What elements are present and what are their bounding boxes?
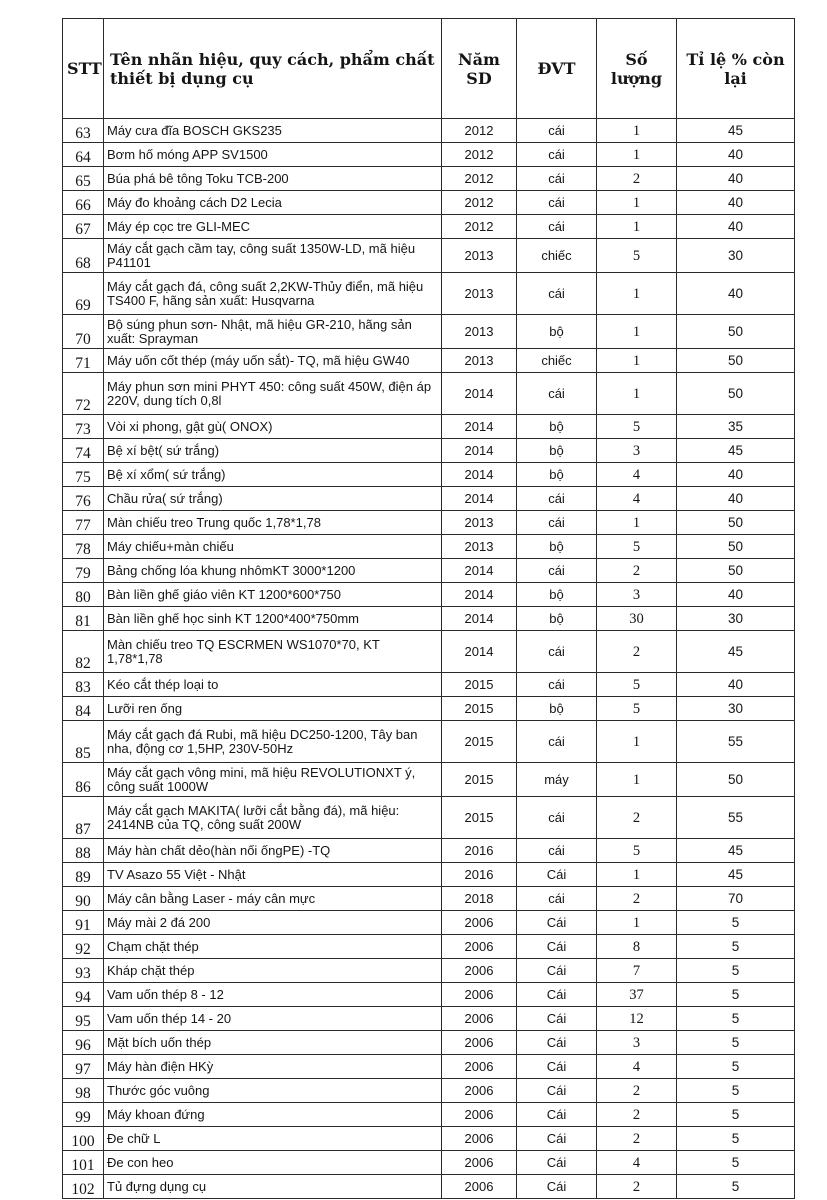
table-row — [63, 1055, 795, 1079]
table-row — [63, 273, 795, 315]
row-qty: 1 — [597, 373, 677, 415]
row-percent: 5 — [677, 1127, 795, 1151]
row-qty: 2 — [597, 1127, 677, 1151]
table-row — [63, 415, 795, 439]
row-percent: 45 — [677, 631, 795, 673]
header-year: Năm SD — [442, 19, 517, 119]
row-name: Thước góc vuông — [104, 1079, 442, 1103]
row-year: 2006 — [442, 1103, 517, 1127]
row-name: Bệ xí xổm( sứ trắng) — [104, 463, 442, 487]
table-row — [63, 487, 795, 511]
row-percent: 50 — [677, 511, 795, 535]
row-qty: 1 — [597, 721, 677, 763]
row-year: 2013 — [442, 511, 517, 535]
row-year: 2012 — [442, 119, 517, 143]
row-percent: 30 — [677, 697, 795, 721]
row-stt: 91 — [63, 911, 104, 935]
row-percent: 40 — [677, 215, 795, 239]
table-row — [63, 1175, 795, 1199]
table-row — [63, 763, 795, 797]
row-year: 2016 — [442, 839, 517, 863]
row-qty: 2 — [597, 559, 677, 583]
row-name: Máy đo khoảng cách D2 Lecia — [104, 191, 442, 215]
row-percent: 45 — [677, 119, 795, 143]
row-name: Màn chiếu treo TQ ESCRMEN WS1070*70, KT 1,78*1,78 — [104, 631, 442, 673]
row-qty: 5 — [597, 239, 677, 273]
row-stt: 69 — [63, 273, 104, 315]
row-percent: 5 — [677, 1031, 795, 1055]
row-stt: 99 — [63, 1103, 104, 1127]
row-year: 2014 — [442, 631, 517, 673]
row-name: Chầu rửa( sứ trắng) — [104, 487, 442, 511]
row-qty: 3 — [597, 1031, 677, 1055]
table-row — [63, 839, 795, 863]
row-name: Máy cắt gạch vông mini, mã hiệu REVOLUTIONXT ý, công suất 1000W — [104, 763, 442, 797]
row-stt: 87 — [63, 797, 104, 839]
row-qty: 4 — [597, 1151, 677, 1175]
row-percent: 55 — [677, 721, 795, 763]
row-percent: 35 — [677, 415, 795, 439]
row-stt: 86 — [63, 763, 104, 797]
row-unit: Cái — [517, 863, 597, 887]
row-unit: Cái — [517, 1103, 597, 1127]
row-stt: 85 — [63, 721, 104, 763]
table-row — [63, 349, 795, 373]
row-name: Bàn liền ghế giáo viên KT 1200*600*750 — [104, 583, 442, 607]
row-qty: 2 — [597, 631, 677, 673]
row-stt: 75 — [63, 463, 104, 487]
row-qty: 2 — [597, 1175, 677, 1199]
row-percent: 40 — [677, 167, 795, 191]
table-row — [63, 863, 795, 887]
row-unit: Cái — [517, 935, 597, 959]
header-name: Tên nhãn hiệu, quy cách, phẩm chất thiết bị dụng cụ — [104, 19, 442, 119]
row-stt: 71 — [63, 349, 104, 373]
row-stt: 101 — [63, 1151, 104, 1175]
row-unit: cái — [517, 559, 597, 583]
row-percent: 50 — [677, 763, 795, 797]
row-stt: 80 — [63, 583, 104, 607]
row-percent: 5 — [677, 1151, 795, 1175]
header-qty: Số lượng — [597, 19, 677, 119]
row-qty: 1 — [597, 911, 677, 935]
row-qty: 30 — [597, 607, 677, 631]
row-percent: 5 — [677, 1175, 795, 1199]
row-year: 2006 — [442, 1175, 517, 1199]
row-qty: 3 — [597, 439, 677, 463]
row-unit: cái — [517, 167, 597, 191]
row-name: Máy cắt gạch MAKITA( lưỡi cắt bằng đá), mã hiệu: 2414NB của TQ, công suất 200W — [104, 797, 442, 839]
row-percent: 30 — [677, 239, 795, 273]
row-stt: 78 — [63, 535, 104, 559]
row-unit: cái — [517, 215, 597, 239]
row-name: TV Asazo 55 Việt - Nhật — [104, 863, 442, 887]
table-row — [63, 911, 795, 935]
row-year: 2013 — [442, 239, 517, 273]
row-unit: cái — [517, 373, 597, 415]
row-unit: bộ — [517, 439, 597, 463]
row-stt: 94 — [63, 983, 104, 1007]
row-year: 2014 — [442, 415, 517, 439]
row-year: 2012 — [442, 167, 517, 191]
row-stt: 84 — [63, 697, 104, 721]
row-unit: máy — [517, 763, 597, 797]
row-unit: cái — [517, 721, 597, 763]
row-unit: cái — [517, 673, 597, 697]
row-stt: 90 — [63, 887, 104, 911]
row-qty: 1 — [597, 315, 677, 349]
row-year: 2006 — [442, 1031, 517, 1055]
row-percent: 45 — [677, 863, 795, 887]
row-qty: 4 — [597, 1055, 677, 1079]
row-unit: Cái — [517, 1175, 597, 1199]
row-stt: 70 — [63, 315, 104, 349]
row-qty: 8 — [597, 935, 677, 959]
row-unit: cái — [517, 119, 597, 143]
row-year: 2014 — [442, 373, 517, 415]
row-unit: cái — [517, 631, 597, 673]
row-year: 2014 — [442, 583, 517, 607]
row-name: Kéo cắt thép loại to — [104, 673, 442, 697]
row-unit: bộ — [517, 315, 597, 349]
row-stt: 74 — [63, 439, 104, 463]
row-qty: 2 — [597, 1079, 677, 1103]
row-unit: Cái — [517, 1055, 597, 1079]
table-row — [63, 887, 795, 911]
row-unit: cái — [517, 487, 597, 511]
row-name: Lưỡi ren ống — [104, 697, 442, 721]
table-row — [63, 959, 795, 983]
row-name: Máy cắt gạch đá, công suất 2,2KW-Thủy điển, mã hiệu TS400 F, hãng sản xuất: Husqvarna — [104, 273, 442, 315]
row-stt: 98 — [63, 1079, 104, 1103]
row-qty: 1 — [597, 215, 677, 239]
row-unit: cái — [517, 191, 597, 215]
table-row — [63, 1151, 795, 1175]
row-unit: bộ — [517, 583, 597, 607]
row-percent: 45 — [677, 439, 795, 463]
row-year: 2006 — [442, 1079, 517, 1103]
row-year: 2013 — [442, 273, 517, 315]
row-year: 2015 — [442, 797, 517, 839]
row-name: Chạm chặt thép — [104, 935, 442, 959]
table-row — [63, 143, 795, 167]
row-unit: cái — [517, 273, 597, 315]
row-stt: 66 — [63, 191, 104, 215]
table-row — [63, 983, 795, 1007]
row-stt: 73 — [63, 415, 104, 439]
table-row — [63, 373, 795, 415]
row-stt: 79 — [63, 559, 104, 583]
row-percent: 40 — [677, 191, 795, 215]
row-name: Bệ xí bệt( sứ trắng) — [104, 439, 442, 463]
row-unit: Cái — [517, 983, 597, 1007]
row-stt: 76 — [63, 487, 104, 511]
table-body — [63, 119, 795, 1199]
row-unit: bộ — [517, 463, 597, 487]
row-stt: 67 — [63, 215, 104, 239]
row-qty: 1 — [597, 349, 677, 373]
row-year: 2012 — [442, 191, 517, 215]
row-stt: 68 — [63, 239, 104, 273]
header-row — [63, 19, 795, 119]
row-stt: 63 — [63, 119, 104, 143]
table-row — [63, 1103, 795, 1127]
row-percent: 50 — [677, 315, 795, 349]
row-stt: 64 — [63, 143, 104, 167]
row-year: 2014 — [442, 607, 517, 631]
row-name: Đe chữ L — [104, 1127, 442, 1151]
table-row — [63, 439, 795, 463]
table-row — [63, 463, 795, 487]
row-name: Máy mài 2 đá 200 — [104, 911, 442, 935]
row-name: Màn chiếu treo Trung quốc 1,78*1,78 — [104, 511, 442, 535]
row-qty: 1 — [597, 863, 677, 887]
row-unit: Cái — [517, 1151, 597, 1175]
table-row — [63, 631, 795, 673]
row-qty: 2 — [597, 887, 677, 911]
row-unit: Cái — [517, 1031, 597, 1055]
row-unit: cái — [517, 839, 597, 863]
row-year: 2015 — [442, 763, 517, 797]
row-qty: 7 — [597, 959, 677, 983]
row-percent: 40 — [677, 487, 795, 511]
row-percent: 50 — [677, 349, 795, 373]
row-stt: 81 — [63, 607, 104, 631]
row-qty: 5 — [597, 415, 677, 439]
row-unit: Cái — [517, 959, 597, 983]
row-stt: 102 — [63, 1175, 104, 1199]
row-year: 2006 — [442, 911, 517, 935]
row-stt: 95 — [63, 1007, 104, 1031]
row-year: 2016 — [442, 863, 517, 887]
row-unit: chiếc — [517, 349, 597, 373]
row-unit: Cái — [517, 911, 597, 935]
table-row — [63, 583, 795, 607]
row-year: 2006 — [442, 1127, 517, 1151]
header-unit: ĐVT — [517, 19, 597, 119]
row-year: 2006 — [442, 983, 517, 1007]
table-row — [63, 191, 795, 215]
table-row — [63, 167, 795, 191]
table-row — [63, 559, 795, 583]
row-percent: 5 — [677, 1055, 795, 1079]
row-percent: 40 — [677, 143, 795, 167]
row-name: Vam uốn thép 8 - 12 — [104, 983, 442, 1007]
table-row — [63, 119, 795, 143]
row-percent: 50 — [677, 559, 795, 583]
row-percent: 5 — [677, 1079, 795, 1103]
row-name: Máy cắt gạch đá Rubi, mã hiệu DC250-1200, Tây ban nha, động cơ 1,5HP, 230V-50Hz — [104, 721, 442, 763]
row-name: Máy chiếu+màn chiếu — [104, 535, 442, 559]
row-year: 2014 — [442, 463, 517, 487]
table-row — [63, 1007, 795, 1031]
row-year: 2006 — [442, 1151, 517, 1175]
row-unit: Cái — [517, 1127, 597, 1151]
row-stt: 97 — [63, 1055, 104, 1079]
row-percent: 40 — [677, 583, 795, 607]
row-unit: bộ — [517, 697, 597, 721]
row-percent: 40 — [677, 673, 795, 697]
row-stt: 88 — [63, 839, 104, 863]
row-qty: 1 — [597, 763, 677, 797]
table-row — [63, 511, 795, 535]
row-qty: 1 — [597, 143, 677, 167]
row-unit: bộ — [517, 535, 597, 559]
row-qty: 12 — [597, 1007, 677, 1031]
row-name: Máy cân bằng Laser - máy cân mực — [104, 887, 442, 911]
row-year: 2014 — [442, 559, 517, 583]
row-percent: 5 — [677, 983, 795, 1007]
row-percent: 5 — [677, 935, 795, 959]
row-name: Bơm hố móng APP SV1500 — [104, 143, 442, 167]
table-row — [63, 721, 795, 763]
row-year: 2015 — [442, 697, 517, 721]
row-qty: 4 — [597, 487, 677, 511]
row-stt: 92 — [63, 935, 104, 959]
row-year: 2006 — [442, 935, 517, 959]
row-percent: 40 — [677, 273, 795, 315]
row-year: 2014 — [442, 487, 517, 511]
table-row — [63, 315, 795, 349]
table-row — [63, 215, 795, 239]
row-unit: bộ — [517, 415, 597, 439]
row-qty: 1 — [597, 191, 677, 215]
header-pct: Tỉ lệ % còn lại — [677, 19, 795, 119]
row-stt: 89 — [63, 863, 104, 887]
row-year: 2018 — [442, 887, 517, 911]
row-qty: 3 — [597, 583, 677, 607]
row-stt: 83 — [63, 673, 104, 697]
row-percent: 45 — [677, 839, 795, 863]
row-name: Máy khoan đứng — [104, 1103, 442, 1127]
row-year: 2013 — [442, 349, 517, 373]
row-unit: bộ — [517, 607, 597, 631]
row-percent: 50 — [677, 373, 795, 415]
row-name: Vam uốn thép 14 - 20 — [104, 1007, 442, 1031]
row-qty: 5 — [597, 673, 677, 697]
row-unit: cái — [517, 797, 597, 839]
row-percent: 40 — [677, 463, 795, 487]
row-stt: 72 — [63, 373, 104, 415]
row-name: Vòi xi phong, gật gù( ONOX) — [104, 415, 442, 439]
row-qty: 2 — [597, 1103, 677, 1127]
header-stt: STT — [63, 19, 104, 119]
table-row — [63, 1031, 795, 1055]
row-name: Máy phun sơn mini PHYT 450: công suất 450W, điện áp 220V, dung tích 0,8l — [104, 373, 442, 415]
table-row — [63, 607, 795, 631]
table-row — [63, 797, 795, 839]
row-unit: cái — [517, 511, 597, 535]
row-name: Máy cắt gạch cầm tay, công suất 1350W-LD, mã hiệu P41101 — [104, 239, 442, 273]
row-year: 2015 — [442, 673, 517, 697]
row-qty: 37 — [597, 983, 677, 1007]
row-percent: 70 — [677, 887, 795, 911]
row-percent: 55 — [677, 797, 795, 839]
row-qty: 5 — [597, 535, 677, 559]
row-name: Búa phá bê tông Toku TCB-200 — [104, 167, 442, 191]
row-year: 2012 — [442, 215, 517, 239]
equipment-table — [62, 18, 795, 1199]
row-qty: 4 — [597, 463, 677, 487]
table-row — [63, 697, 795, 721]
row-stt: 65 — [63, 167, 104, 191]
row-stt: 77 — [63, 511, 104, 535]
row-unit: Cái — [517, 1007, 597, 1031]
row-qty: 2 — [597, 167, 677, 191]
row-qty: 5 — [597, 839, 677, 863]
row-percent: 5 — [677, 1007, 795, 1031]
row-stt: 93 — [63, 959, 104, 983]
table-row — [63, 1079, 795, 1103]
row-percent: 5 — [677, 959, 795, 983]
row-name: Bảng chống lóa khung nhômKT 3000*1200 — [104, 559, 442, 583]
row-name: Máy ép cọc tre GLI-MEC — [104, 215, 442, 239]
row-percent: 5 — [677, 911, 795, 935]
row-name: Bộ súng phun sơn- Nhật, mã hiệu GR-210, hãng sản xuất: Sprayman — [104, 315, 442, 349]
row-name: Máy hàn điện HKỳ — [104, 1055, 442, 1079]
row-unit: cái — [517, 143, 597, 167]
row-percent: 30 — [677, 607, 795, 631]
table-row — [63, 935, 795, 959]
row-unit: Cái — [517, 1079, 597, 1103]
row-year: 2014 — [442, 439, 517, 463]
row-percent: 5 — [677, 1103, 795, 1127]
row-qty: 1 — [597, 511, 677, 535]
row-qty: 1 — [597, 119, 677, 143]
row-qty: 2 — [597, 797, 677, 839]
row-name: Tủ đựng dụng cụ — [104, 1175, 442, 1199]
row-name: Máy uốn cốt thép (máy uốn sắt)- TQ, mã hiệu GW40 — [104, 349, 442, 373]
row-year: 2013 — [442, 315, 517, 349]
row-stt: 100 — [63, 1127, 104, 1151]
row-year: 2006 — [442, 1055, 517, 1079]
row-stt: 82 — [63, 631, 104, 673]
row-year: 2015 — [442, 721, 517, 763]
row-name: Máy cưa đĩa BOSCH GKS235 — [104, 119, 442, 143]
row-unit: cái — [517, 887, 597, 911]
inventory-sheet — [62, 18, 794, 1199]
row-qty: 1 — [597, 273, 677, 315]
row-name: Kháp chặt thép — [104, 959, 442, 983]
row-percent: 50 — [677, 535, 795, 559]
row-name: Đe con heo — [104, 1151, 442, 1175]
table-row — [63, 673, 795, 697]
row-year: 2013 — [442, 535, 517, 559]
table-row — [63, 239, 795, 273]
row-unit: chiếc — [517, 239, 597, 273]
row-year: 2006 — [442, 959, 517, 983]
row-qty: 5 — [597, 697, 677, 721]
row-name: Mặt bích uốn thép — [104, 1031, 442, 1055]
row-stt: 96 — [63, 1031, 104, 1055]
row-year: 2012 — [442, 143, 517, 167]
row-name: Máy hàn chất dẻo(hàn nối ốngPE) -TQ — [104, 839, 442, 863]
table-row — [63, 1127, 795, 1151]
row-name: Bàn liền ghế học sinh KT 1200*400*750mm — [104, 607, 442, 631]
table-row — [63, 535, 795, 559]
row-year: 2006 — [442, 1007, 517, 1031]
